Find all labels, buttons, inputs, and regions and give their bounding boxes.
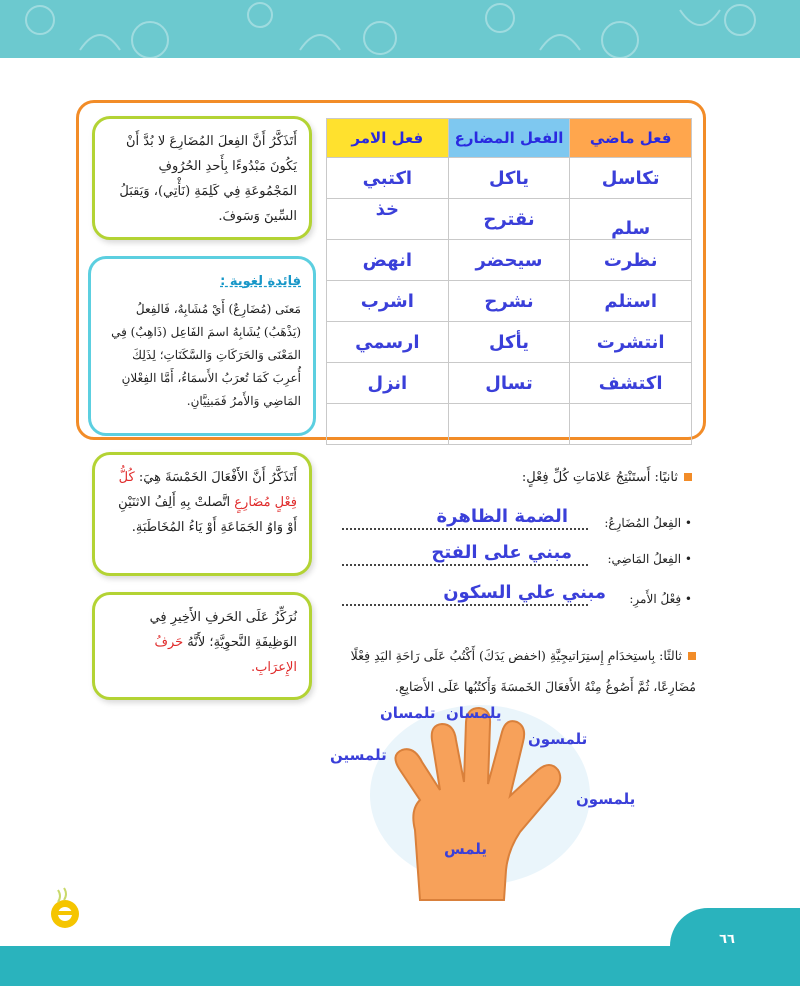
cell-present[interactable]	[448, 404, 570, 445]
cell-present[interactable]: سيحضر	[448, 240, 570, 281]
cell-imperative[interactable]: انزل	[327, 363, 449, 404]
answer-past[interactable]: مبني على الفتح	[431, 542, 572, 563]
answer-row-imperative	[336, 582, 692, 614]
publisher-logo-icon	[46, 884, 84, 932]
answer-row-present	[336, 506, 692, 538]
hand-finger-label[interactable]: يلمسان	[446, 704, 502, 722]
section-three	[326, 640, 696, 702]
cell-past[interactable]: تكاسل	[570, 158, 692, 199]
five-verbs-highlight: كُلُّ فِعْلٍ مُضَارِعٍ	[118, 470, 297, 510]
cell-present[interactable]: نشرح	[448, 281, 570, 322]
answer-label-imperative-text: فِعْلُ الأَمرِ:	[629, 592, 682, 606]
table-row	[327, 363, 692, 404]
table-row	[327, 199, 692, 240]
cell-past[interactable]: اكتشف	[570, 363, 692, 404]
answer-label-present: • الفِعلُ المُضَارِعُ:	[604, 516, 692, 530]
answer-imperative[interactable]: مبني علي السكون	[443, 582, 606, 603]
hand-finger-label[interactable]: يلمسون	[576, 790, 636, 808]
cell-imperative[interactable]	[327, 404, 449, 445]
cell-imperative[interactable]: اكتبي	[327, 158, 449, 199]
cell-imperative[interactable]: اشرب	[327, 281, 449, 322]
answer-label-past-text: الفِعلُ المَاضِي:	[607, 552, 682, 566]
footer-band	[0, 946, 800, 986]
cell-present[interactable]: يأكل	[448, 322, 570, 363]
section-three-text: ثالثًا: بِاستِخدَامِ إِستِرَاتيجِيَّةِ (اخفض يَدَكَ) أَكْتُبُ عَلَى رَاحَةِ اليَدِ فِعْلًا مُضَارِعًا، ثُمَّ أَصُوغُ مِنْهُ الأَفعَالَ الخَمسَةَ وَأَكتُبُها عَلَى الأَصَابِعِ.	[350, 648, 696, 694]
linguistic-tip-note	[88, 256, 316, 436]
header-band	[0, 0, 800, 58]
answer-label-imperative: • فِعْلُ الأَمرِ:	[629, 592, 692, 606]
table-row	[327, 158, 692, 199]
cell-present[interactable]: نقترح	[448, 199, 570, 240]
answer-line[interactable]	[342, 604, 588, 606]
cell-past[interactable]: نظرت	[570, 240, 692, 281]
hand-finger-label[interactable]: تلمسون	[528, 730, 588, 748]
focus-note-highlight: حَرفُ الإِعرَابِ.	[154, 635, 297, 675]
square-bullet-icon	[684, 473, 692, 481]
linguistic-tip-title: فائدة لغوية :	[220, 274, 301, 289]
remember-note-present-verb	[92, 116, 312, 240]
cell-past[interactable]: استلم	[570, 281, 692, 322]
answer-label-present-text: الفِعلُ المُضَارِعُ:	[604, 516, 682, 530]
table-row	[327, 404, 692, 445]
header-imperative-verb: فعل الامر	[327, 119, 449, 158]
cell-past[interactable]: انتشرت	[570, 322, 692, 363]
hand-palm-label[interactable]: يلمس	[444, 840, 488, 858]
section-two-title	[326, 470, 692, 485]
answer-line[interactable]	[342, 564, 588, 566]
five-verbs-intro: أَتَذَكَّرُ أَنَّ الأَفْعَالَ الخَمْسَةَ هِيَ:	[138, 470, 297, 485]
section-two-title-text: ثانيًا: أَستَنْتِجُ عَلامَاتِ كُلِّ فِعْلٍ:	[521, 470, 678, 485]
focus-note	[92, 592, 312, 700]
answer-line[interactable]	[342, 528, 588, 530]
table-row	[327, 240, 692, 281]
answer-present[interactable]: الضمة الظاهرة	[436, 506, 568, 527]
cell-past[interactable]: سلم	[570, 199, 692, 240]
linguistic-tip-text: مَعنَى (مُضَارِعٌ) أَيْ مُشَابِهٌ، فَالفِعلُ (يَذْهَبُ) يُشَابِهُ اسمَ الفَاعِل (ذَاهِبٌ) فِي المَعْنَى وَالحَرَكَاتِ وَالسَّكَنَاتِ؛ لِذَلِكَ أُعرِبَ كَمَا تُعرَبُ الأَسمَاءُ، أَمَّا الفِعْلانِ المَاضِي وَالأَمرُ فَمَبنِيَّانِ.	[111, 302, 301, 408]
cell-present[interactable]: تسال	[448, 363, 570, 404]
square-bullet-icon	[688, 652, 696, 660]
table-row	[327, 281, 692, 322]
cell-past[interactable]	[570, 404, 692, 445]
header-present-verb: الفعل المضارع	[448, 119, 570, 158]
remember-note-text: أَتَذَكَّرُ أَنَّ الفِعلَ المُضَارِعَ لا بُدَّ أَنْ يَكُونَ مَبْدُوءًا بِأَحدِ الحُرُوفِ المَجْمُوعَةِ فِي كَلِمَةِ (نَأْتِي)، وَيَقبَلُ السِّينَ وَسَوفَ.	[119, 134, 297, 224]
page-number: ٦٦	[719, 932, 735, 947]
table-header-row	[327, 119, 692, 158]
cell-present[interactable]: ياكل	[448, 158, 570, 199]
remember-note-five-verbs	[92, 452, 312, 576]
answer-row-past	[336, 542, 692, 574]
focus-note-text: نُرَكِّزُ عَلَى الحَرفِ الأَخِيرِ فِي الوَظِيفَةِ النَّحوِيَّةِ؛ لأَنَّهُ	[149, 610, 297, 650]
hand-finger-label[interactable]: تلمسين	[330, 746, 387, 764]
hand-finger-label[interactable]: تلمسان	[380, 704, 436, 722]
header-past-verb: فعل ماضي	[570, 119, 692, 158]
cell-imperative[interactable]: انهض	[327, 240, 449, 281]
cell-imperative[interactable]: خذ	[327, 199, 449, 240]
cell-imperative[interactable]: ارسمي	[327, 322, 449, 363]
five-verbs-rest: اتَّصلتْ بِهِ أَلِفُ الاثنَيْنِ أَوْ وَاوُ الجَمَاعَةِ أَوْ يَاءُ المُخَاطَبَةِ.	[118, 495, 297, 535]
verbs-table	[326, 118, 692, 445]
header-pattern	[0, 0, 800, 58]
table-row	[327, 322, 692, 363]
answer-label-past: • الفِعلُ المَاضِي:	[607, 552, 692, 566]
